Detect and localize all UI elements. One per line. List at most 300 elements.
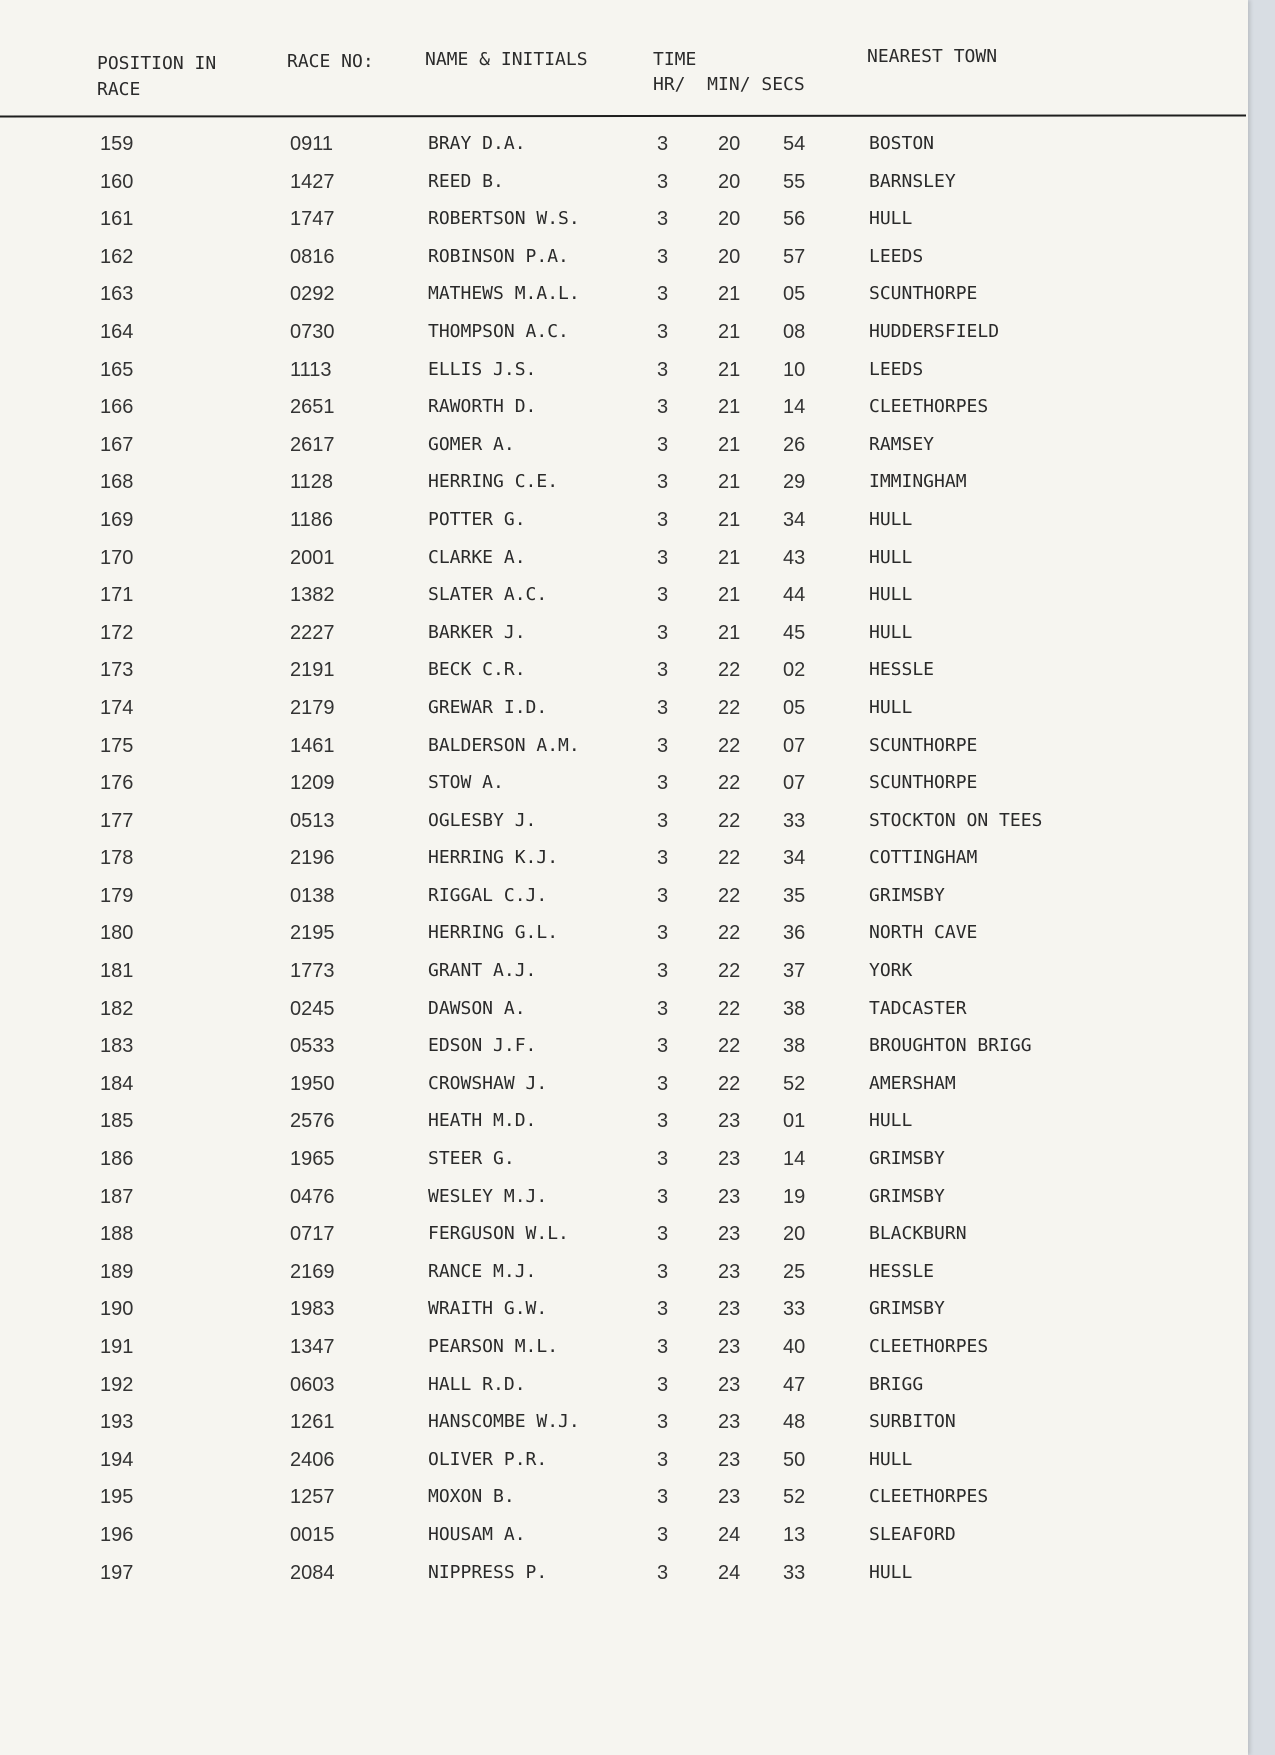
nearest-town-cell: IMMINGHAM (869, 471, 967, 493)
race-number-cell: 1427 (290, 170, 335, 193)
table-row (0, 428, 1248, 466)
time-seconds-cell: 19 (783, 1185, 806, 1208)
nearest-town-cell: AMERSHAM (869, 1072, 956, 1094)
table-row (0, 240, 1248, 278)
runner-name-cell: BRAY D.A. (428, 133, 526, 154)
nearest-town-cell: SCUNTHORPE (869, 772, 978, 794)
time-seconds-cell: 38 (783, 1035, 806, 1058)
race-number-cell: 1461 (290, 734, 335, 757)
runner-name-cell: GRANT A.J. (428, 960, 537, 982)
runner-name-cell: OLIVER P.R. (428, 1448, 548, 1470)
time-minutes-cell: 22 (718, 847, 741, 870)
race-number-cell: 1983 (290, 1298, 335, 1321)
time-minutes-cell: 20 (718, 170, 741, 193)
runner-name-cell: DAWSON A. (428, 997, 526, 1019)
time-hours-cell: 3 (657, 734, 669, 757)
time-hours-cell: 3 (657, 659, 669, 682)
nearest-town-cell: YORK (869, 960, 913, 982)
race-number-cell: 0816 (290, 245, 335, 268)
runner-name-cell: ELLIS J.S. (428, 358, 537, 380)
time-hours-cell: 3 (657, 1373, 669, 1396)
runner-name-cell: EDSON J.F. (428, 1035, 537, 1057)
race-number-cell: 0730 (290, 320, 335, 343)
time-hours-cell: 3 (657, 208, 669, 231)
runner-name-cell: HANSCOMBE W.J. (428, 1411, 580, 1433)
race-number-cell: 2191 (290, 659, 335, 682)
time-hours-cell: 3 (657, 772, 669, 795)
runner-name-cell: RIGGAL C.J. (428, 884, 548, 906)
time-hours-cell: 3 (657, 621, 669, 644)
runner-name-cell: CROWSHAW J. (428, 1072, 548, 1094)
time-minutes-cell: 23 (718, 1298, 741, 1321)
runner-name-cell: HERRING C.E. (428, 471, 559, 493)
time-hours-cell: 3 (657, 1523, 669, 1546)
time-seconds-cell: 40 (783, 1336, 806, 1358)
time-seconds-cell: 55 (783, 170, 806, 193)
time-minutes-cell: 22 (718, 696, 741, 719)
race-number-cell: 2001 (290, 546, 335, 569)
table-row (0, 1217, 1248, 1255)
runner-name-cell: NIPPRESS P. (428, 1561, 548, 1583)
time-minutes-cell: 23 (718, 1486, 741, 1509)
table-row (0, 653, 1248, 691)
time-minutes-cell: 21 (718, 358, 741, 381)
runner-name-cell: BARKER J. (428, 621, 526, 643)
position-cell: 192 (100, 1373, 134, 1396)
time-seconds-cell: 26 (783, 433, 806, 456)
position-cell: 194 (100, 1448, 134, 1471)
position-cell: 182 (100, 997, 134, 1020)
runner-name-cell: BALDERSON A.M. (428, 734, 580, 756)
position-cell: 185 (100, 1110, 134, 1133)
runner-name-cell: MATHEWS M.A.L. (428, 283, 580, 305)
nearest-town-cell: BOSTON (869, 133, 935, 154)
runner-name-cell: OGLESBY J. (428, 809, 537, 831)
race-number-cell: 1261 (290, 1411, 335, 1434)
nearest-town-cell: TADCASTER (869, 997, 967, 1019)
table-row (0, 1104, 1248, 1142)
race-number-cell: 0245 (290, 997, 335, 1020)
table-row (0, 954, 1248, 992)
time-hours-cell: 3 (657, 396, 669, 419)
runner-name-cell: FERGUSON W.L. (428, 1223, 569, 1245)
time-hours-cell: 3 (657, 584, 669, 607)
position-cell: 161 (100, 208, 134, 231)
time-minutes-cell: 22 (718, 734, 741, 757)
position-cell: 159 (100, 133, 134, 155)
time-seconds-cell: 20 (783, 1223, 806, 1246)
runner-name-cell: HERRING K.J. (428, 847, 559, 869)
position-cell: 183 (100, 1035, 134, 1058)
position-cell: 168 (100, 471, 134, 494)
time-minutes-cell: 23 (718, 1448, 741, 1471)
time-hours-cell: 3 (657, 1148, 669, 1171)
position-cell: 160 (100, 170, 134, 193)
time-seconds-cell: 44 (783, 584, 806, 607)
nearest-town-cell: CLEETHORPES (869, 1486, 989, 1508)
race-number-cell: 1347 (290, 1336, 335, 1358)
runner-name-cell: WRAITH G.W. (428, 1298, 548, 1320)
runner-name-cell: PEARSON M.L. (428, 1336, 559, 1357)
runner-name-cell: HERRING G.L. (428, 922, 559, 944)
time-seconds-cell: 57 (783, 245, 806, 268)
table-row (0, 916, 1248, 954)
time-minutes-cell: 21 (718, 471, 741, 494)
position-cell: 166 (100, 396, 134, 419)
nearest-town-cell: STOCKTON ON TEES (869, 809, 1043, 831)
position-cell: 174 (100, 696, 134, 719)
time-hours-cell: 3 (657, 847, 669, 870)
time-seconds-cell: 08 (783, 320, 806, 343)
race-number-cell: 0533 (290, 1035, 335, 1058)
position-cell: 167 (100, 433, 134, 456)
time-minutes-cell: 20 (718, 245, 741, 268)
table-row (0, 804, 1248, 842)
position-cell: 191 (100, 1336, 134, 1358)
position-cell: 180 (100, 922, 134, 945)
time-hours-cell: 3 (657, 809, 669, 832)
time-minutes-cell: 20 (718, 208, 741, 231)
position-cell: 175 (100, 734, 134, 757)
position-cell: 193 (100, 1411, 134, 1434)
nearest-town-cell: HESSLE (869, 1260, 935, 1282)
runner-name-cell: ROBINSON P.A. (428, 245, 569, 267)
position-cell: 163 (100, 283, 134, 306)
table-row (0, 1180, 1248, 1218)
time-hours-cell: 3 (657, 1486, 669, 1509)
table-row (0, 1368, 1248, 1406)
position-cell: 178 (100, 847, 134, 870)
header-time-units: HR/ MIN/ SECS (653, 74, 805, 95)
position-cell: 186 (100, 1148, 134, 1171)
time-minutes-cell: 21 (718, 621, 741, 644)
position-cell: 169 (100, 508, 134, 531)
time-minutes-cell: 21 (718, 546, 741, 569)
race-number-cell: 0015 (290, 1523, 335, 1546)
nearest-town-cell: GRIMSBY (869, 1298, 945, 1320)
time-seconds-cell: 36 (783, 922, 806, 945)
race-number-cell: 2195 (290, 922, 335, 945)
position-cell: 184 (100, 1072, 134, 1095)
time-seconds-cell: 07 (783, 772, 806, 795)
runner-name-cell: RANCE M.J. (428, 1260, 537, 1282)
time-hours-cell: 3 (657, 320, 669, 343)
time-seconds-cell: 01 (783, 1110, 806, 1133)
time-hours-cell: 3 (657, 471, 669, 494)
time-seconds-cell: 52 (783, 1072, 806, 1095)
runner-name-cell: STEER G. (428, 1148, 515, 1170)
table-row (0, 1142, 1248, 1180)
nearest-town-cell: HESSLE (869, 659, 935, 681)
nearest-town-cell: HULL (869, 1448, 913, 1470)
time-minutes-cell: 22 (718, 997, 741, 1020)
position-cell: 195 (100, 1486, 134, 1509)
race-number-cell: 2169 (290, 1260, 335, 1283)
time-seconds-cell: 05 (783, 696, 806, 719)
table-row (0, 1067, 1248, 1105)
time-seconds-cell: 43 (783, 546, 806, 569)
time-minutes-cell: 22 (718, 809, 741, 832)
position-cell: 190 (100, 1298, 134, 1321)
position-cell: 171 (100, 584, 134, 607)
nearest-town-cell: HULL (869, 621, 913, 643)
nearest-town-cell: CLEETHORPES (869, 396, 989, 418)
time-minutes-cell: 21 (718, 283, 741, 306)
time-seconds-cell: 50 (783, 1448, 806, 1471)
time-hours-cell: 3 (657, 1185, 669, 1208)
nearest-town-cell: GRIMSBY (869, 884, 945, 906)
time-minutes-cell: 22 (718, 772, 741, 795)
table-row (0, 1480, 1248, 1518)
race-number-cell: 2576 (290, 1110, 335, 1133)
time-seconds-cell: 48 (783, 1411, 806, 1434)
time-hours-cell: 3 (657, 170, 669, 193)
table-row (0, 729, 1248, 767)
time-seconds-cell: 37 (783, 960, 806, 983)
nearest-town-cell: HULL (869, 208, 913, 230)
time-minutes-cell: 21 (718, 584, 741, 607)
time-seconds-cell: 33 (783, 809, 806, 832)
race-number-cell: 0513 (290, 809, 335, 832)
nearest-town-cell: HULL (869, 546, 913, 568)
time-seconds-cell: 35 (783, 884, 806, 907)
race-number-cell: 0476 (290, 1185, 335, 1208)
time-minutes-cell: 23 (718, 1185, 741, 1208)
nearest-town-cell: CLEETHORPES (869, 1336, 989, 1357)
time-seconds-cell: 29 (783, 471, 806, 494)
nearest-town-cell: BROUGHTON BRIGG (869, 1035, 1032, 1057)
time-hours-cell: 3 (657, 1260, 669, 1283)
position-cell: 165 (100, 358, 134, 381)
nearest-town-cell: LEEDS (869, 245, 924, 267)
table-row (0, 691, 1248, 729)
position-cell: 196 (100, 1523, 134, 1546)
position-cell: 172 (100, 621, 134, 644)
time-hours-cell: 3 (657, 1110, 669, 1133)
table-row (0, 1029, 1248, 1067)
table-row (0, 1518, 1248, 1556)
time-hours-cell: 3 (657, 922, 669, 945)
runner-name-cell: RAWORTH D. (428, 396, 537, 418)
time-hours-cell: 3 (657, 1448, 669, 1471)
nearest-town-cell: SCUNTHORPE (869, 283, 978, 305)
table-row (0, 992, 1248, 1030)
time-hours-cell: 3 (657, 997, 669, 1020)
table-row (0, 1255, 1248, 1293)
nearest-town-cell: LEEDS (869, 358, 924, 380)
time-minutes-cell: 20 (718, 133, 741, 155)
time-minutes-cell: 22 (718, 884, 741, 907)
time-seconds-cell: 33 (783, 1298, 806, 1321)
table-row (0, 202, 1248, 240)
time-seconds-cell: 13 (783, 1523, 806, 1546)
runner-name-cell: GOMER A. (428, 433, 515, 455)
table-row (0, 1330, 1248, 1368)
position-cell: 173 (100, 659, 134, 682)
time-minutes-cell: 23 (718, 1148, 741, 1171)
time-minutes-cell: 23 (718, 1411, 741, 1434)
nearest-town-cell: BARNSLEY (869, 170, 956, 192)
nearest-town-cell: HULL (869, 696, 913, 718)
header-race-no: RACE NO: (287, 51, 374, 72)
time-minutes-cell: 22 (718, 1035, 741, 1058)
table-row (0, 353, 1248, 391)
time-hours-cell: 3 (657, 283, 669, 306)
race-number-cell: 2179 (290, 696, 335, 719)
time-seconds-cell: 47 (783, 1373, 806, 1396)
runner-name-cell: HOUSAM A. (428, 1523, 526, 1545)
time-seconds-cell: 07 (783, 734, 806, 757)
race-number-cell: 1186 (290, 508, 334, 531)
runner-name-cell: HEATH M.D. (428, 1110, 537, 1132)
nearest-town-cell: RAMSEY (869, 433, 935, 455)
time-minutes-cell: 23 (718, 1373, 741, 1396)
time-hours-cell: 3 (657, 1411, 669, 1434)
runner-name-cell: POTTER G. (428, 508, 526, 530)
runner-name-cell: HALL R.D. (428, 1373, 526, 1395)
time-seconds-cell: 52 (783, 1486, 806, 1509)
race-number-cell: 2651 (290, 396, 335, 419)
race-number-cell: 1257 (290, 1486, 335, 1509)
position-cell: 188 (100, 1223, 134, 1246)
time-seconds-cell: 02 (783, 659, 806, 682)
runner-name-cell: WESLEY M.J. (428, 1185, 548, 1207)
header-position-race: RACE (97, 79, 141, 100)
runner-name-cell: ROBERTSON W.S. (428, 208, 580, 230)
time-seconds-cell: 14 (783, 396, 806, 419)
race-number-cell: 2196 (290, 847, 335, 870)
nearest-town-cell: COTTINGHAM (869, 847, 978, 869)
time-hours-cell: 3 (657, 960, 669, 983)
runner-name-cell: BECK C.R. (428, 659, 526, 681)
nearest-town-cell: SURBITON (869, 1411, 956, 1433)
nearest-town-cell: NORTH CAVE (869, 922, 978, 944)
time-seconds-cell: 34 (783, 508, 806, 531)
time-minutes-cell: 22 (718, 1072, 741, 1095)
table-row (0, 1405, 1248, 1443)
results-table (0, 127, 1248, 1593)
time-hours-cell: 3 (657, 1561, 669, 1584)
time-minutes-cell: 24 (718, 1523, 741, 1546)
time-hours-cell: 3 (657, 1336, 669, 1358)
time-seconds-cell: 14 (783, 1148, 806, 1171)
table-row (0, 277, 1248, 315)
time-minutes-cell: 23 (718, 1223, 741, 1246)
race-number-cell: 2617 (290, 433, 335, 456)
header-position: POSITION IN (97, 53, 217, 74)
race-number-cell: 1965 (290, 1148, 335, 1171)
time-seconds-cell: 05 (783, 283, 806, 306)
table-row (0, 315, 1248, 353)
race-number-cell: 1950 (290, 1072, 335, 1095)
table-row (0, 1443, 1248, 1481)
table-row (0, 578, 1248, 616)
position-cell: 170 (100, 546, 134, 569)
position-cell: 197 (100, 1561, 134, 1584)
time-minutes-cell: 24 (718, 1561, 741, 1584)
time-seconds-cell: 38 (783, 997, 806, 1020)
time-seconds-cell: 45 (783, 621, 806, 644)
race-number-cell: 1209 (290, 772, 335, 795)
time-seconds-cell: 10 (783, 358, 806, 381)
table-row (0, 766, 1248, 804)
position-cell: 162 (100, 245, 134, 268)
time-minutes-cell: 21 (718, 396, 741, 419)
time-seconds-cell: 25 (783, 1260, 806, 1283)
race-number-cell: 1773 (290, 960, 335, 983)
time-hours-cell: 3 (657, 508, 669, 531)
time-hours-cell: 3 (657, 433, 669, 456)
time-hours-cell: 3 (657, 884, 669, 907)
position-cell: 177 (100, 809, 134, 832)
race-number-cell: 2227 (290, 621, 335, 644)
nearest-town-cell: HUDDERSFIELD (869, 320, 1000, 342)
runner-name-cell: REED B. (428, 170, 504, 192)
race-number-cell: 1128 (290, 471, 334, 494)
time-hours-cell: 3 (657, 1072, 669, 1095)
nearest-town-cell: HULL (869, 1110, 913, 1132)
race-number-cell: 1113 (290, 358, 332, 381)
runner-name-cell: SLATER A.C. (428, 584, 548, 606)
race-number-cell: 1747 (290, 208, 335, 231)
nearest-town-cell: SLEAFORD (869, 1523, 956, 1545)
race-number-cell: 1382 (290, 584, 335, 607)
table-row (0, 465, 1248, 503)
position-cell: 187 (100, 1185, 134, 1208)
nearest-town-cell: HULL (869, 508, 913, 530)
table-header (0, 0, 1248, 120)
runner-name-cell: MOXON B. (428, 1486, 515, 1508)
table-row (0, 841, 1248, 879)
position-cell: 176 (100, 772, 134, 795)
nearest-town-cell: BRIGG (869, 1373, 924, 1395)
runner-name-cell: STOW A. (428, 772, 504, 794)
table-row (0, 879, 1248, 917)
runner-name-cell: CLARKE A. (428, 546, 526, 568)
time-minutes-cell: 22 (718, 960, 741, 983)
race-number-cell: 0911 (290, 133, 334, 155)
race-number-cell: 0138 (290, 884, 335, 907)
table-row (0, 127, 1248, 165)
time-seconds-cell: 33 (783, 1561, 806, 1584)
time-minutes-cell: 23 (718, 1260, 741, 1283)
time-seconds-cell: 34 (783, 847, 806, 870)
table-row (0, 1556, 1248, 1594)
race-number-cell: 0717 (290, 1223, 335, 1246)
time-hours-cell: 3 (657, 358, 669, 381)
nearest-town-cell: HULL (869, 584, 913, 606)
race-number-cell: 2084 (290, 1561, 335, 1584)
time-minutes-cell: 23 (718, 1336, 741, 1358)
position-cell: 164 (100, 320, 134, 343)
time-seconds-cell: 56 (783, 208, 806, 231)
time-hours-cell: 3 (657, 1035, 669, 1058)
nearest-town-cell: HULL (869, 1561, 913, 1583)
header-name: NAME & INITIALS (425, 49, 588, 70)
time-hours-cell: 3 (657, 696, 669, 719)
position-cell: 189 (100, 1260, 134, 1283)
table-row (0, 1292, 1248, 1330)
time-hours-cell: 3 (657, 133, 669, 155)
race-number-cell: 2406 (290, 1448, 335, 1471)
table-row (0, 541, 1248, 579)
header-time: TIME (653, 49, 697, 70)
table-row (0, 390, 1248, 428)
time-minutes-cell: 22 (718, 659, 741, 682)
nearest-town-cell: GRIMSBY (869, 1148, 945, 1170)
time-minutes-cell: 21 (718, 508, 741, 531)
nearest-town-cell: SCUNTHORPE (869, 734, 978, 756)
